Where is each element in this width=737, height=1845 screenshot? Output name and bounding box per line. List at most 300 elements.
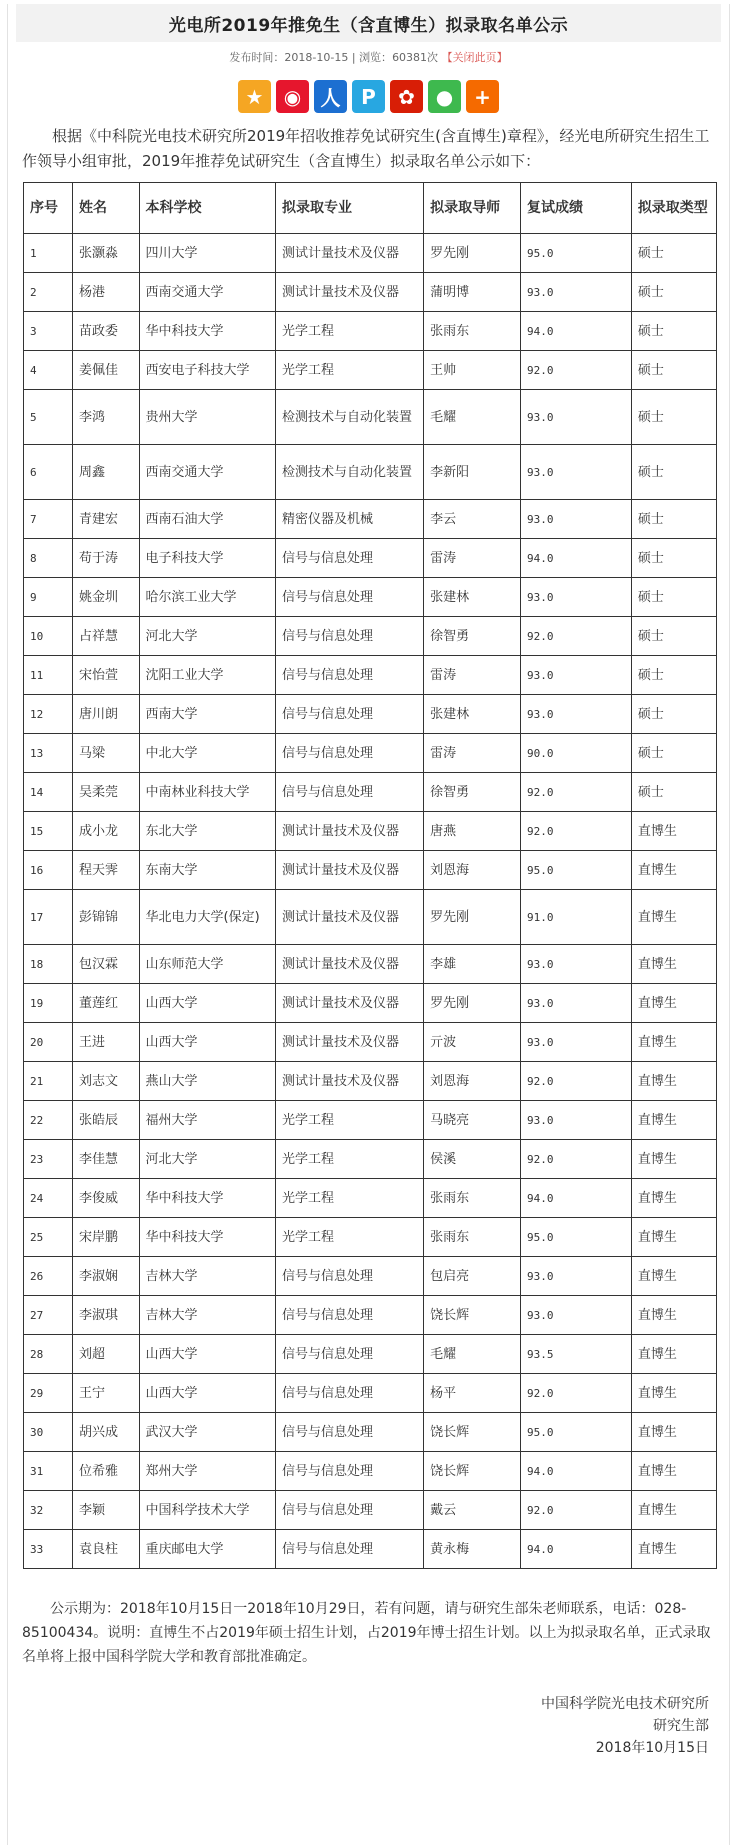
share-weibo-icon[interactable]: ◉: [276, 80, 309, 113]
table-cell: 杨平: [424, 1374, 521, 1413]
table-cell: 17: [24, 890, 73, 945]
views-count: 60381次: [392, 51, 439, 64]
table-cell: 硕士: [631, 234, 716, 273]
table-cell: 光学工程: [276, 1218, 424, 1257]
table-row: [24, 851, 717, 890]
table-row: [24, 312, 717, 351]
table-cell: 黄永梅: [424, 1530, 521, 1569]
table-cell: 占祥慧: [73, 617, 140, 656]
table-cell: 光学工程: [276, 1140, 424, 1179]
share-wechat-icon[interactable]: ●: [428, 80, 461, 113]
table-cell: 2: [24, 273, 73, 312]
table-cell: 12: [24, 695, 73, 734]
table-row: [24, 1452, 717, 1491]
table-row: [24, 539, 717, 578]
table-cell: 福州大学: [139, 1101, 276, 1140]
table-cell: 饶长辉: [424, 1296, 521, 1335]
table-row: [24, 1218, 717, 1257]
table-cell: 王进: [73, 1023, 140, 1062]
table-cell: 胡兴成: [73, 1413, 140, 1452]
table-cell: 李佳慧: [73, 1140, 140, 1179]
table-cell: 直博生: [631, 812, 716, 851]
table-cell: 哈尔滨工业大学: [139, 578, 276, 617]
table-cell: 信号与信息处理: [276, 578, 424, 617]
table-cell: 95.0: [520, 234, 631, 273]
table-cell: 测试计量技术及仪器: [276, 890, 424, 945]
table-cell: 92.0: [520, 812, 631, 851]
table-cell: 直博生: [631, 1413, 716, 1452]
table-cell: 95.0: [520, 1218, 631, 1257]
table-cell: 直博生: [631, 890, 716, 945]
table-cell: 检测技术与自动化装置: [276, 390, 424, 445]
table-cell: 马梁: [73, 734, 140, 773]
table-cell: 李颖: [73, 1491, 140, 1530]
table-cell: 杨港: [73, 273, 140, 312]
table-cell: 硕士: [631, 773, 716, 812]
table-cell: 14: [24, 773, 73, 812]
column-header: 拟录取类型: [631, 183, 716, 234]
table-cell: 李雄: [424, 945, 521, 984]
table-row: [24, 578, 717, 617]
bracket-close: 】: [496, 51, 508, 64]
signature-date: 2018年10月15日: [595, 1740, 709, 1756]
table-cell: 15: [24, 812, 73, 851]
table-cell: 信号与信息处理: [276, 734, 424, 773]
table-cell: 20: [24, 1023, 73, 1062]
table-cell: 92.0: [520, 1491, 631, 1530]
table-cell: 西南石油大学: [139, 500, 276, 539]
table-cell: 直博生: [631, 1062, 716, 1101]
table-cell: 重庆邮电大学: [139, 1530, 276, 1569]
table-cell: 92.0: [520, 773, 631, 812]
table-row: [24, 1296, 717, 1335]
table-cell: 93.0: [520, 1101, 631, 1140]
signature-org: 中国科学院光电技术研究所: [541, 1696, 709, 1712]
table-cell: 硕士: [631, 351, 716, 390]
table-cell: 直博生: [631, 1218, 716, 1257]
table-row: [24, 1530, 717, 1569]
table-cell: 四川大学: [139, 234, 276, 273]
table-cell: 直博生: [631, 851, 716, 890]
table-cell: 李云: [424, 500, 521, 539]
intro-paragraph: 根据《中科院光电技术研究所2019年招收推荐免试研究生(含直博生)章程》，经光电所研究生招生工作领导小组审批，2019年推荐免试研究生（含直博生）拟录取名单公示如下：: [22, 127, 710, 170]
table-cell: 硕士: [631, 390, 716, 445]
table-row: [24, 617, 717, 656]
table-cell: 93.0: [520, 984, 631, 1023]
table-cell: 19: [24, 984, 73, 1023]
table-cell: 青建宏: [73, 500, 140, 539]
table-cell: 93.0: [520, 1296, 631, 1335]
table-cell: 直博生: [631, 1374, 716, 1413]
table-cell: 王帅: [424, 351, 521, 390]
table-cell: 光学工程: [276, 312, 424, 351]
table-cell: 戴云: [424, 1491, 521, 1530]
table-cell: 华北电力大学(保定): [139, 890, 276, 945]
table-cell: 直博生: [631, 984, 716, 1023]
table-cell: 直博生: [631, 945, 716, 984]
table-cell: 山西大学: [139, 1374, 276, 1413]
table-row: [24, 695, 717, 734]
table-cell: 测试计量技术及仪器: [276, 273, 424, 312]
table-cell: 直博生: [631, 1140, 716, 1179]
article-meta: [8, 50, 729, 66]
table-cell: 94.0: [520, 1179, 631, 1218]
signature-block: [8, 1693, 709, 1759]
table-cell: 93.0: [520, 1023, 631, 1062]
table-cell: 信号与信息处理: [276, 617, 424, 656]
table-cell: 雷涛: [424, 656, 521, 695]
table-cell: 31: [24, 1452, 73, 1491]
table-cell: 硕士: [631, 273, 716, 312]
table-cell: 郑州大学: [139, 1452, 276, 1491]
table-cell: 直博生: [631, 1101, 716, 1140]
table-cell: 10: [24, 617, 73, 656]
share-renren-icon[interactable]: 人: [314, 80, 347, 113]
table-row: [24, 234, 717, 273]
table-cell: 24: [24, 1179, 73, 1218]
table-row: [24, 890, 717, 945]
table-cell: 信号与信息处理: [276, 1374, 424, 1413]
table-cell: 罗先刚: [424, 890, 521, 945]
table-row: [24, 1257, 717, 1296]
table-cell: 33: [24, 1530, 73, 1569]
table-cell: 张雨东: [424, 1179, 521, 1218]
table-cell: 姚金圳: [73, 578, 140, 617]
table-cell: 测试计量技术及仪器: [276, 812, 424, 851]
table-cell: 90.0: [520, 734, 631, 773]
table-cell: 9: [24, 578, 73, 617]
table-cell: 检测技术与自动化装置: [276, 445, 424, 500]
table-row: [24, 390, 717, 445]
table-cell: 雷涛: [424, 539, 521, 578]
table-cell: 信号与信息处理: [276, 656, 424, 695]
table-cell: 位希雅: [73, 1452, 140, 1491]
table-cell: 唐燕: [424, 812, 521, 851]
table-cell: 信号与信息处理: [276, 1296, 424, 1335]
table-row: [24, 500, 717, 539]
table-cell: 程天霁: [73, 851, 140, 890]
table-cell: 徐智勇: [424, 773, 521, 812]
table-cell: 92.0: [520, 1374, 631, 1413]
table-cell: 16: [24, 851, 73, 890]
table-cell: 26: [24, 1257, 73, 1296]
table-cell: 直博生: [631, 1335, 716, 1374]
table-cell: 93.0: [520, 273, 631, 312]
table-cell: 23: [24, 1140, 73, 1179]
table-cell: 信号与信息处理: [276, 1530, 424, 1569]
table-cell: 直博生: [631, 1491, 716, 1530]
page-title: 光电所2019年推免生（含直博生）拟录取名单公示: [168, 15, 569, 36]
table-row: [24, 773, 717, 812]
table-cell: 测试计量技术及仪器: [276, 1062, 424, 1101]
table-cell: 中南林业科技大学: [139, 773, 276, 812]
table-cell: 张雨东: [424, 312, 521, 351]
table-row: [24, 1491, 717, 1530]
table-cell: 32: [24, 1491, 73, 1530]
table-cell: 姜佩佳: [73, 351, 140, 390]
table-cell: 东南大学: [139, 851, 276, 890]
table-cell: 袁良柱: [73, 1530, 140, 1569]
table-cell: 亓波: [424, 1023, 521, 1062]
table-cell: 河北大学: [139, 617, 276, 656]
table-cell: 信号与信息处理: [276, 1335, 424, 1374]
table-cell: 硕士: [631, 312, 716, 351]
table-row: [24, 945, 717, 984]
table-cell: 西南交通大学: [139, 445, 276, 500]
table-cell: 李淑娴: [73, 1257, 140, 1296]
table-cell: 硕士: [631, 695, 716, 734]
table-cell: 测试计量技术及仪器: [276, 945, 424, 984]
table-cell: 河北大学: [139, 1140, 276, 1179]
table-row: [24, 1062, 717, 1101]
publish-label: 发布时间：: [229, 51, 285, 64]
table-cell: 直博生: [631, 1452, 716, 1491]
table-row: [24, 1335, 717, 1374]
table-row: [24, 1023, 717, 1062]
table-cell: 13: [24, 734, 73, 773]
table-cell: 94.0: [520, 1530, 631, 1569]
title-bar: [16, 4, 721, 42]
table-cell: 92.0: [520, 1062, 631, 1101]
table-cell: 光学工程: [276, 351, 424, 390]
table-cell: 测试计量技术及仪器: [276, 1023, 424, 1062]
column-header: 拟录取专业: [276, 183, 424, 234]
bracket-open: 【: [441, 51, 453, 64]
table-cell: 苟于涛: [73, 539, 140, 578]
table-cell: 东北大学: [139, 812, 276, 851]
table-cell: 马晓亮: [424, 1101, 521, 1140]
table-cell: 测试计量技术及仪器: [276, 851, 424, 890]
table-cell: 雷涛: [424, 734, 521, 773]
table-cell: 信号与信息处理: [276, 1452, 424, 1491]
table-cell: 信号与信息处理: [276, 1413, 424, 1452]
table-cell: 中国科学技术大学: [139, 1491, 276, 1530]
table-cell: 25: [24, 1218, 73, 1257]
table-cell: 94.0: [520, 1452, 631, 1491]
table-cell: 张灏淼: [73, 234, 140, 273]
table-cell: 包启亮: [424, 1257, 521, 1296]
table-cell: 中北大学: [139, 734, 276, 773]
table-row: [24, 984, 717, 1023]
table-cell: 91.0: [520, 890, 631, 945]
table-cell: 山西大学: [139, 1335, 276, 1374]
views-label: 浏览：: [359, 51, 393, 64]
table-cell: 宋怡萱: [73, 656, 140, 695]
table-cell: 信号与信息处理: [276, 773, 424, 812]
table-cell: 93.0: [520, 656, 631, 695]
table-cell: 93.0: [520, 1257, 631, 1296]
table-cell: 信号与信息处理: [276, 1491, 424, 1530]
table-cell: 信号与信息处理: [276, 539, 424, 578]
table-cell: 刘志文: [73, 1062, 140, 1101]
table-cell: 西安电子科技大学: [139, 351, 276, 390]
table-cell: 刘超: [73, 1335, 140, 1374]
table-cell: 苗政委: [73, 312, 140, 351]
table-row: [24, 1101, 717, 1140]
table-cell: 李鸿: [73, 390, 140, 445]
table-cell: 信号与信息处理: [276, 695, 424, 734]
table-row: [24, 1179, 717, 1218]
table-cell: 信号与信息处理: [276, 1257, 424, 1296]
table-cell: 李俊威: [73, 1179, 140, 1218]
table-row: [24, 812, 717, 851]
table-cell: 27: [24, 1296, 73, 1335]
table-cell: 29: [24, 1374, 73, 1413]
table-cell: 饶长辉: [424, 1452, 521, 1491]
table-cell: 刘恩海: [424, 851, 521, 890]
table-row: [24, 1140, 717, 1179]
table-cell: 张雨东: [424, 1218, 521, 1257]
table-cell: 精密仪器及机械: [276, 500, 424, 539]
table-cell: 周鑫: [73, 445, 140, 500]
share-pengyou-icon[interactable]: P: [352, 80, 385, 113]
table-cell: 7: [24, 500, 73, 539]
table-cell: 罗先刚: [424, 984, 521, 1023]
admission-table: [23, 182, 717, 1569]
table-cell: 93.0: [520, 945, 631, 984]
table-cell: 硕士: [631, 500, 716, 539]
column-header: 复试成绩: [520, 183, 631, 234]
table-cell: 山西大学: [139, 1023, 276, 1062]
table-cell: 彭锦锦: [73, 890, 140, 945]
close-page-link[interactable]: 关闭此页: [452, 51, 497, 64]
table-cell: 6: [24, 445, 73, 500]
table-row: [24, 1413, 717, 1452]
table-cell: 硕士: [631, 539, 716, 578]
table-cell: 侯溪: [424, 1140, 521, 1179]
table-cell: 硕士: [631, 578, 716, 617]
table-cell: 徐智勇: [424, 617, 521, 656]
table-cell: 测试计量技术及仪器: [276, 984, 424, 1023]
publish-date: 2018-10-15: [284, 51, 349, 64]
table-cell: 董莲红: [73, 984, 140, 1023]
share-qzone-icon[interactable]: ★: [238, 80, 271, 113]
table-cell: 93.0: [520, 578, 631, 617]
table-cell: 王宁: [73, 1374, 140, 1413]
table-cell: 吉林大学: [139, 1296, 276, 1335]
table-cell: 3: [24, 312, 73, 351]
table-cell: 毛耀: [424, 1335, 521, 1374]
table-cell: 宋岸鹏: [73, 1218, 140, 1257]
table-cell: 硕士: [631, 656, 716, 695]
table-row: [24, 734, 717, 773]
table-cell: 28: [24, 1335, 73, 1374]
signature-dept: 研究生部: [653, 1718, 709, 1734]
table-cell: 92.0: [520, 1140, 631, 1179]
table-cell: 93.0: [520, 390, 631, 445]
table-cell: 燕山大学: [139, 1062, 276, 1101]
table-cell: 93.0: [520, 695, 631, 734]
share-bar: [8, 80, 729, 114]
table-cell: 罗先刚: [424, 234, 521, 273]
table-cell: 5: [24, 390, 73, 445]
table-cell: 21: [24, 1062, 73, 1101]
table-cell: 光学工程: [276, 1101, 424, 1140]
table-cell: 包汉霖: [73, 945, 140, 984]
table-cell: 95.0: [520, 851, 631, 890]
table-body: [24, 234, 717, 1569]
column-header: 姓名: [73, 183, 140, 234]
column-header: 拟录取导师: [424, 183, 521, 234]
table-cell: 93.0: [520, 500, 631, 539]
table-cell: 直博生: [631, 1296, 716, 1335]
table-cell: 直博生: [631, 1530, 716, 1569]
table-cell: 22: [24, 1101, 73, 1140]
table-cell: 92.0: [520, 617, 631, 656]
meta-separator: |: [351, 51, 360, 64]
table-cell: 贵州大学: [139, 390, 276, 445]
table-cell: 西南大学: [139, 695, 276, 734]
table-cell: 测试计量技术及仪器: [276, 234, 424, 273]
table-cell: 1: [24, 234, 73, 273]
table-cell: 硕士: [631, 617, 716, 656]
table-row: [24, 1374, 717, 1413]
table-row: [24, 445, 717, 500]
table-cell: 92.0: [520, 351, 631, 390]
table-cell: 西南交通大学: [139, 273, 276, 312]
table-cell: 唐川朗: [73, 695, 140, 734]
table-cell: 李新阳: [424, 445, 521, 500]
table-cell: 沈阳工业大学: [139, 656, 276, 695]
table-cell: 11: [24, 656, 73, 695]
table-cell: 光学工程: [276, 1179, 424, 1218]
table-cell: 93.5: [520, 1335, 631, 1374]
table-row: [24, 351, 717, 390]
table-cell: 蒲明博: [424, 273, 521, 312]
table-cell: 硕士: [631, 445, 716, 500]
table-cell: 张建林: [424, 578, 521, 617]
share-tweibo-icon[interactable]: ✿: [390, 80, 423, 113]
table-cell: 8: [24, 539, 73, 578]
table-cell: 李淑琪: [73, 1296, 140, 1335]
table-cell: 93.0: [520, 445, 631, 500]
notice-paragraph: 公示期为：2018年10月15日一2018年10月29日，若有问题，请与研究生部朱老师联系，电话：028-85100434。说明：直博生不占2019年硕士招生计划，占2019年博士招生计划。以上为拟录取名单，正式录取名单将上报中国科学院大学和教育部批准确定。: [22, 1601, 711, 1665]
table-cell: 94.0: [520, 312, 631, 351]
table-cell: 30: [24, 1413, 73, 1452]
table-cell: 华中科技大学: [139, 1179, 276, 1218]
table-cell: 直博生: [631, 1179, 716, 1218]
table-cell: 95.0: [520, 1413, 631, 1452]
table-cell: 山东师范大学: [139, 945, 276, 984]
table-cell: 成小龙: [73, 812, 140, 851]
table-cell: 直博生: [631, 1023, 716, 1062]
article-page: [7, 4, 730, 1845]
table-cell: 直博生: [631, 1257, 716, 1296]
table-cell: 武汉大学: [139, 1413, 276, 1452]
table-cell: 硕士: [631, 734, 716, 773]
column-header: 本科学校: [139, 183, 276, 234]
table-cell: 94.0: [520, 539, 631, 578]
table-cell: 毛耀: [424, 390, 521, 445]
table-cell: 刘恩海: [424, 1062, 521, 1101]
table-row: [24, 273, 717, 312]
table-cell: 吴柔莞: [73, 773, 140, 812]
table-cell: 饶长辉: [424, 1413, 521, 1452]
table-cell: 山西大学: [139, 984, 276, 1023]
table-header-row: [24, 183, 717, 234]
table-cell: 华中科技大学: [139, 312, 276, 351]
table-cell: 4: [24, 351, 73, 390]
table-cell: 电子科技大学: [139, 539, 276, 578]
column-header: 序号: [24, 183, 73, 234]
table-row: [24, 656, 717, 695]
table-cell: 吉林大学: [139, 1257, 276, 1296]
table-cell: 华中科技大学: [139, 1218, 276, 1257]
table-cell: 张皓辰: [73, 1101, 140, 1140]
table-cell: 18: [24, 945, 73, 984]
share-more-icon[interactable]: +: [466, 80, 499, 113]
table-cell: 张建林: [424, 695, 521, 734]
